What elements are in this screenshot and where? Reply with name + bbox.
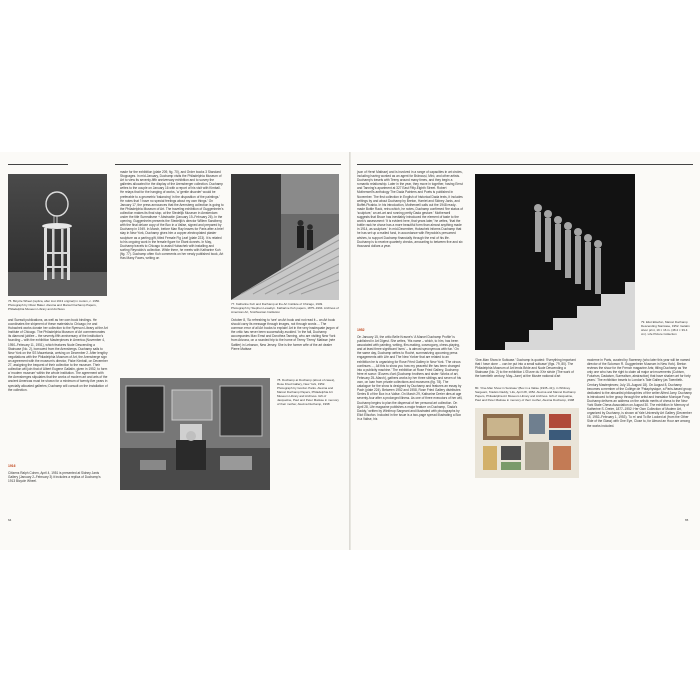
art-institute-caption: 77. Katharine Kuh and Duchamp at the Art Institute of Chicago, 1949. Photograph by Stephen Lewellyn. Katharine Kuh papers, 1875–1994. Archives of American Art, Smithsonian Institution bbox=[231, 302, 339, 314]
top-rule bbox=[8, 164, 68, 165]
right-col3-text: moderne in Paris, curated by Sweeney (who later this year will be named director of the Solomon R. Guggenheim Museum in New York). Breton reviews the show for the French magazine Arts; titling Duchamp as 'the only one who has the right to claim all major art movements (Cubism, Futurism, Dadaism, Surrealism, abstraction) that have shaken art for forty years.' The exhibition travels to London's Tate Gallery (as Twentieth-Century Masterpieces; July 15–August 18). On August 8, Duchamp becomes a member of the Collège de 'Pataphysique, a Paris-based group dedicated to the absurdist philosophies of the writer Alfred Jarry. Duchamp is introduced to the group through the artist and translator Monique Fong. Duchamp delivers an address on the artistic merits of chess to the New York State Chess Association on August 30. The exhibition In Memory of Katherine S. Dreier, 1877–1952: Her Own Collection of Modern Art, organized by Duchamp, is shown at Yale University Art Gallery (December 15, 1952–February 1, 1953). Tu m' and To Be Looked at (from the Other Side of the Glass) with One Eye, Close to, for Almost an Hour are among the works included. bbox=[587, 358, 692, 428]
bicycle-wheel-photo bbox=[8, 174, 107, 296]
descending-staircase-photo bbox=[475, 174, 635, 350]
left-col3-text: October 8, 'So refreshing to 'see' an Art book and not read it – an Art book should carry its message through images, not through words ... The common error of all Art books to explain! Art in the very inadequate jargon of the critic has never been successfully avoided.' In the fall, Duchamp accompanies Max Ernst and Dorothea Tanning, who are visiting New York from Arizona, on a rounded trip to the home of Teeny 'Teeny' Matisse (née Sattler) in Lebanon, New Jersey. She is the former wife of the art dealer Pierre Matisse bbox=[231, 318, 339, 351]
left-page bbox=[0, 152, 349, 550]
right-year-heading: 1952 bbox=[357, 328, 365, 332]
left-col1-text: and Suessit publications, as well as her own book bindings. He coordinates the shipment of these materials to Chicago; he and Hubachek works donate her collection to the Ryerson Library at the Art Institute of Chicago. The Philadelphia Museum of Art commemorates its diamond jubilee – the seventy-fifth anniversary of the institution's founding – with the exhibition Masterpieces in America (November 4, 1950–February 11, 1951), which features Nude Descending a Staircase (No. 2), borrowed from the Arensbergs. Duchamp sails to New York on the SS Mauretania, arriving on December 2. After lengthy negotiations with the Philadelphia Museum of Art, the Arensberge sign an agreement with the museum's director, Fiske Kimball, on December 27, assigning the bequest of their collection to the museum. Their collection will join that of Albert Eugene Gallatin, given in 1952, to form a 'modern museum' within the whole institution. The agreement with the Arensberges stipulates that the works of modern art and arts of the ancient Americas must be shown for a minimum of twenty-five years in specially allocated galleries; Duchamp will consult on the installation of the collection. bbox=[8, 318, 108, 392]
top-rule bbox=[115, 164, 341, 165]
top-rule bbox=[357, 164, 693, 165]
left-year-heading: 1916 bbox=[8, 464, 16, 468]
bicycle-wheel-caption: 76. Bicycle Wheel (replica, after lost 1913 original) in motion, c. 1950. Photograph by Oliver Baker. Alexina and Marcel Duchamp Papers, Philadelphia Museum Library and Archives bbox=[8, 299, 101, 311]
right-col1-text-after: On January 15, the critic Belle Krasne's 'A Marcel Duchamp Profile' is published in Art Digest. She writes, 'His name – which, to him, has been associated with painting, writing, film-making, cosmogony, chess-playing, and at least three significant 'isms' – is almost synonymous with fun.' On the same day, Duchamp writes to Roché, summarizing upcoming press engagements with Life and The New Yorker that are related to an exhibition he is organizing for Rose Fried Gallery in New York. 'The circus continues ..., All this to show you how my peaceful life has been changed into a publicity machine.' The exhibition at Rose Fried Gallery, Duchamp frère et soeur: Œuvres d'art (Duchamp brothers and sister: Works of art, February 25–March), gathers works by her three siblings and seven of his own, on loan from private collections and museums (fig. 78). The catalogue for the show is designed by Duchamp and features an essay by Pach (plate 224). Between 1952 and 1958, Rose Fried Gallery distributes Series B of the Box in a Valise. On March 29, Katharine Dreier dies at age seventy-four after a prolonged illness. As one of three executors of her will, Duchamp begins to plan the dispersal of her personal art collection. On April 28, Life magazine publishes a major feature on Duchamp, 'Dada's Daddy,' written by Winthrop Sargeant and illustrated with photographs by Eliot Elisofon. Included in the issue is a two-page spread illustrating a Box in a Valise, his bbox=[357, 335, 463, 421]
right-col2-text: 'One-Man Show in Suitcase.' Duchamp is quoted: 'Everything important that I have done ... can be put into a small suitcase' (figs. 79, 80). The Philadelphia Museum of Art lends Bride and Nude Descending a Staircase (No. 2) to the exhibition L'Œuvre du XXe siècle (The work of the twentieth century; May–June) at the Musée national d'art bbox=[475, 358, 576, 379]
page-number: 64 bbox=[8, 518, 12, 522]
left-col1-text-after: Citizens Ralph Cohen, April 4, 1951 is presented at Sidney Janis Gallery (January 2–February 3) it includes a replica of Duchamp's 1913 Bicycle Wheel. bbox=[8, 471, 101, 484]
art-institute-photo bbox=[231, 174, 339, 300]
page-number: 65 bbox=[685, 518, 689, 522]
right-col1-text: (son of Henri Matisse) and is involved in a range of capacities in art circles, including having worked as an agent for Brâncuși, Miró, and other artists. Duchamp's travels with Teeny around many times, and they begin a romantic relationship. Later in the year, they move in together, having Ernst and Tanning's apartment at 327 East Fifty-Eighth Street. Robert Motherwell's anthology The Dada Painters and Poets is published in November. The first collection in English of historical Dada texts, it includes writings by and about Duchamp by Breton, Harriet and Sidney Janis, and Buffet-Picabia. In his introduction, Motherwell calls out the 1948 ready-made Bottle Rack, retro-which, he notes, Duchamp confirmed 'the status of 'sculpture,' an art-art and running pretty Dada gesture.' Motherwell suggests that Bruce has inevitably introduced the element of taste to the work's assessment: 'It is evident here, that years later,' he writes, 'that the bottle rack he chose has a more beautiful form than almost anything made in 1914, as sculpture.' In mid-December, Hubachek informs Duchamp that he has set up a mailed fund, in accordance with Reynolds's presumed wishes, to support Duchamp financially through the end of his life. Duchamp is to receive quarterly checks, amounting to between five and six thousand dollars a year. bbox=[357, 170, 463, 248]
left-col2-text: made for the exhibition (plate 209, fig. 70), and Order books 3 Standard Stoppages. In mid-January, Duchamp visits the Philadelphia Museum of Art to view its seventy-fifth anniversary exhibition and to survey the galleries allocated for the display of the Arensberger collection. Duchamp writes to the couple on January 16 with a report of his visit with Kimball. He relays that for the hanging of works, 'a 'gentle disorder' would be preferable to a geometric 'balancing' in the disposition of the paintings.' He notes that 'I have no special feelings about my own things.' On January 17, the press announces that the Arensberg collection is going to the Philadelphia Museum of Art. The traveling exhibition of Guggenheim's collection makes its final stop, at the Stedelijk Museum in Amsterdam under the title Surrealisme + Abstractie (January 19–February 26). In the opening, Guggenheim presents the Stedelijk's director Willem Sandberg with the final deluxe copy of the Box in a Valise, signed and prepared by Duchamp in 1949. In March, before Man Ray leaves for Paris after a brief stay in New York, Duchamp gives him a copper-electroplated plaster sculpture as a parting gift, titled Female Fig Leaf (plate 223). It is related to his ongoing work in the female figure for Étant donnés. In May, Duchamp travels to Chicago to assist Hubachek with installing and sorting Reynolds's collection. While there, he meets with Katharine Kuh (fig. 77). Duchamp often Kuh comments on her newly published book, Art Has Many Faces, writing on bbox=[120, 170, 224, 260]
box-valise-photo bbox=[475, 408, 579, 478]
descending-staircase-caption: 79. Eliot Elisofon, Marcel Duchamp Descending Staircase, 1952. Gelatin silver print, 19 × 16 in. (48.4 × 39.4 cm). Life Picture Collection bbox=[641, 320, 690, 336]
book-spread bbox=[0, 152, 700, 550]
box-valise-caption: 80. 'One-Man Show in Suitcase' (Box in a Valise (1935–41)), in Whitney Sargeant, 'Dada's Daddy,' Life, April 28, 1952. Alexina and Marcel Duchamp Papers, Philadelphia Art Museum Library and Archives. Gift of Jacqueline, Paul and Peter Matisse in memory of their mother, Alexina Duchamp, 1998 bbox=[475, 386, 576, 402]
duchamp-room-caption: 78. Duchamp at Duchamp (about of cases), Rose Fried Gallery, New York, 1952. Photograph by Gordon Parks. Alexina and Marcel Duchamp Papers, Philadelphia Art Museum Library and Archives. Gift of Jacqueline, Paul and Peter Matisse in memory of their mother, Alexina Duchamp, 1998 bbox=[277, 378, 339, 406]
duchamp-room-photo bbox=[120, 378, 270, 490]
right-page bbox=[351, 152, 700, 550]
